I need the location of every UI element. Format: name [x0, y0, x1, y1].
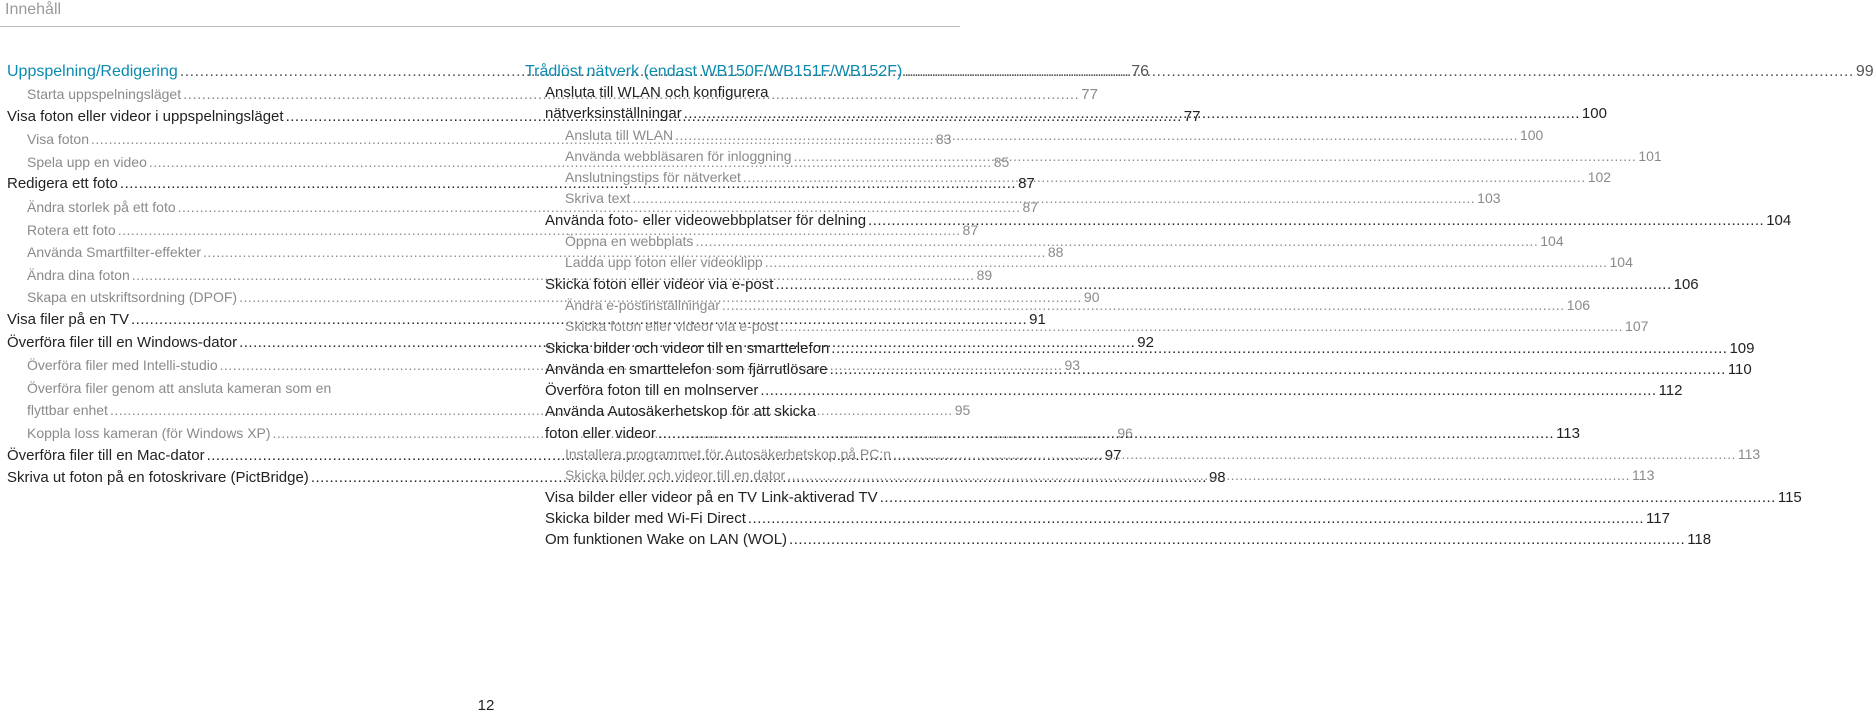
toc-page-number: 103 — [1477, 190, 1501, 207]
toc-page-number: 106 — [1566, 296, 1591, 313]
toc-page-number: 87 — [962, 221, 979, 238]
dot-leader — [775, 274, 1671, 295]
toc-entry[interactable] — [545, 380, 1683, 401]
toc-entry-title: Visa bilder eller videor på en TV Link-aktiverad TV — [545, 488, 878, 506]
toc-entry-title: Visa foton — [27, 131, 90, 148]
toc-entry-title: Skicka bilder med Wi-Fi Direct — [545, 509, 746, 527]
toc-entry-title: Starta uppspelningsläget — [27, 86, 182, 102]
page-number: 12 — [477, 697, 495, 714]
toc-page-number: 87 — [1022, 198, 1039, 215]
toc-page-number: 85 — [993, 153, 1010, 170]
toc-page-number: 113 — [1556, 424, 1580, 442]
toc-page-number: 100 — [1519, 126, 1544, 143]
toc-page-number: 93 — [1064, 357, 1081, 374]
dot-leader — [675, 125, 1518, 146]
toc-subentry-continued[interactable] — [27, 377, 433, 400]
dot-leader — [831, 338, 1727, 359]
toc-entry-title: Ändra dina foton — [27, 266, 130, 283]
toc-subentry[interactable] — [565, 125, 1544, 146]
dot-leader — [893, 444, 1736, 465]
toc-entry-title: Överföra filer till en Windows-dator — [7, 333, 238, 351]
toc-page-number: 112 — [1658, 382, 1683, 400]
header-divider — [0, 26, 960, 27]
dot-leader — [780, 316, 1623, 337]
toc-page-number: 107 — [1625, 318, 1649, 335]
toc-entry-title: Rotera ett foto — [27, 221, 116, 238]
toc-page-number: 109 — [1729, 339, 1755, 357]
toc-page-number: 92 — [1137, 333, 1154, 351]
toc-entry-title: Använda en smarttelefon som fjärrutlösare — [545, 360, 828, 378]
toc-entry-title: Redigera ett foto — [7, 175, 118, 193]
dot-leader — [794, 146, 1637, 167]
toc-page-number: 95 — [954, 402, 971, 419]
toc-entry[interactable] — [545, 487, 1802, 508]
toc-entry-title: Trådlöst nätverk (endast WB150F/WB151F/WB152F) — [525, 63, 903, 80]
dot-leader — [748, 508, 1644, 529]
toc-page-number: 97 — [1104, 446, 1122, 464]
toc-entry-title: Om funktionen Wake on LAN (WOL) — [545, 531, 788, 549]
toc-page-number: 76 — [1131, 63, 1150, 80]
dot-leader — [722, 295, 1565, 316]
toc-entry-title: Använda Smartfilter-effekter — [27, 244, 202, 261]
dot-leader — [760, 380, 1656, 401]
toc-entry-title: Anslutningstips för nätverket — [565, 169, 741, 186]
toc-entry-title: Spela upp en video — [27, 153, 147, 170]
toc-page-number: 110 — [1727, 360, 1752, 378]
toc-entry-title: Använda Autosäkerhetskop för att skicka — [545, 403, 816, 421]
toc-entry-title: Ansluta till WLAN — [565, 126, 674, 143]
toc-page-number: 99 — [1855, 63, 1874, 80]
toc-page-number: 77 — [1081, 86, 1098, 103]
toc-entry-title: nätverksinställningar — [545, 105, 682, 123]
dot-leader — [765, 252, 1608, 273]
toc-entry-title: Skapa en utskriftsordning (DPOF) — [27, 289, 238, 306]
toc-page-number: 104 — [1540, 233, 1564, 250]
toc-page-number: 83 — [935, 131, 952, 148]
toc-entry-title: Skicka bilder och videor till en smarttelefon — [545, 339, 830, 357]
toc-page-number: 113 — [1632, 467, 1655, 484]
toc-entry-title: Överföra filer med Intelli-studio — [27, 357, 218, 374]
toc-entry-title: Ändra storlek på ett foto — [27, 198, 176, 215]
section-title: Innehåll — [5, 1, 62, 18]
toc-entry-title: Koppla loss kameran (för Windows XP) — [27, 424, 271, 441]
toc-entry-title: foton eller videor — [545, 424, 656, 442]
toc-page-number: 77 — [1183, 107, 1201, 125]
toc-entry-title: Överföra foton till en molnserver — [545, 382, 759, 400]
toc-entry-title: Överföra filer till en Mac-dator — [7, 446, 205, 464]
dot-leader — [787, 465, 1630, 486]
dot-leader — [789, 529, 1685, 550]
dot-leader — [868, 210, 1764, 231]
toc-entry-continued[interactable] — [545, 82, 953, 103]
toc-entry-title: Installera programmet för Autosäkerhetskop på PC:n — [565, 446, 892, 463]
toc-entry-title: Skicka foton eller videor via e-post — [565, 318, 779, 335]
dot-leader — [880, 487, 1776, 508]
toc-entry-title: Skriva ut foton på en fotoskrivare (PictBridge) — [7, 469, 309, 487]
toc-page-number: 101 — [1638, 147, 1662, 164]
toc-page-number: 91 — [1029, 310, 1046, 328]
toc-page-number: 88 — [1047, 244, 1064, 261]
toc-page-number: 104 — [1609, 254, 1633, 271]
toc-page-number: 89 — [976, 266, 993, 283]
toc-entry-continued[interactable] — [545, 401, 953, 422]
dot-leader — [830, 359, 1726, 380]
dot-leader — [904, 61, 1854, 82]
toc-entry-title: Visa foton eller videor i uppspelningsläget — [7, 107, 284, 125]
toc-page-number: 87 — [1018, 175, 1035, 193]
toc-entry-title: flyttbar enhet — [27, 402, 108, 419]
dot-leader — [695, 231, 1538, 252]
toc-entry-title: Uppspelning/Redigering — [7, 63, 178, 80]
toc-page-number: 104 — [1766, 211, 1792, 229]
toc-entry-title: Skicka bilder och videor till en dator — [565, 467, 786, 484]
toc-entry-title: Använda foto- eller videowebbplatser för delning — [545, 211, 867, 229]
toc-page-number: 98 — [1208, 469, 1226, 487]
toc-entry-title: Öppna en webbplats — [565, 233, 694, 250]
toc-page-number: 113 — [1737, 446, 1761, 463]
toc-page-number: 90 — [1083, 289, 1100, 306]
dot-leader — [632, 188, 1475, 209]
toc-entry-title: Ansluta till WLAN och konfigurera — [545, 84, 769, 101]
toc-entry-title: Använda webbläsaren för inloggning — [565, 147, 792, 164]
toc-page-number: 115 — [1777, 488, 1802, 506]
toc-page-number: 96 — [1117, 424, 1133, 441]
toc-entry-title: Överföra filer genom att ansluta kameran som en — [27, 379, 332, 396]
toc-page-number: 118 — [1687, 531, 1712, 549]
toc-page-number: 117 — [1646, 509, 1670, 527]
toc-entry-title: Ladda upp foton eller videoklipp — [565, 254, 763, 271]
toc-entry[interactable] — [545, 508, 1670, 529]
toc-entry[interactable] — [545, 529, 1712, 550]
toc-page-number: 106 — [1673, 275, 1699, 293]
dot-leader — [743, 167, 1586, 188]
toc-page-number: 100 — [1581, 105, 1607, 123]
toc-subentry[interactable] — [565, 231, 1564, 252]
toc-entry-title: Skriva text — [565, 190, 631, 207]
toc-page-number: 102 — [1587, 169, 1612, 186]
toc-entry-title: Skicka foton eller videor via e-post — [545, 275, 774, 293]
dot-leader — [684, 103, 1580, 124]
dot-leader — [658, 423, 1554, 444]
toc-entry-title: Ändra e-postinställningar — [565, 296, 720, 313]
toc-entry-title: Visa filer på en TV — [7, 310, 130, 328]
